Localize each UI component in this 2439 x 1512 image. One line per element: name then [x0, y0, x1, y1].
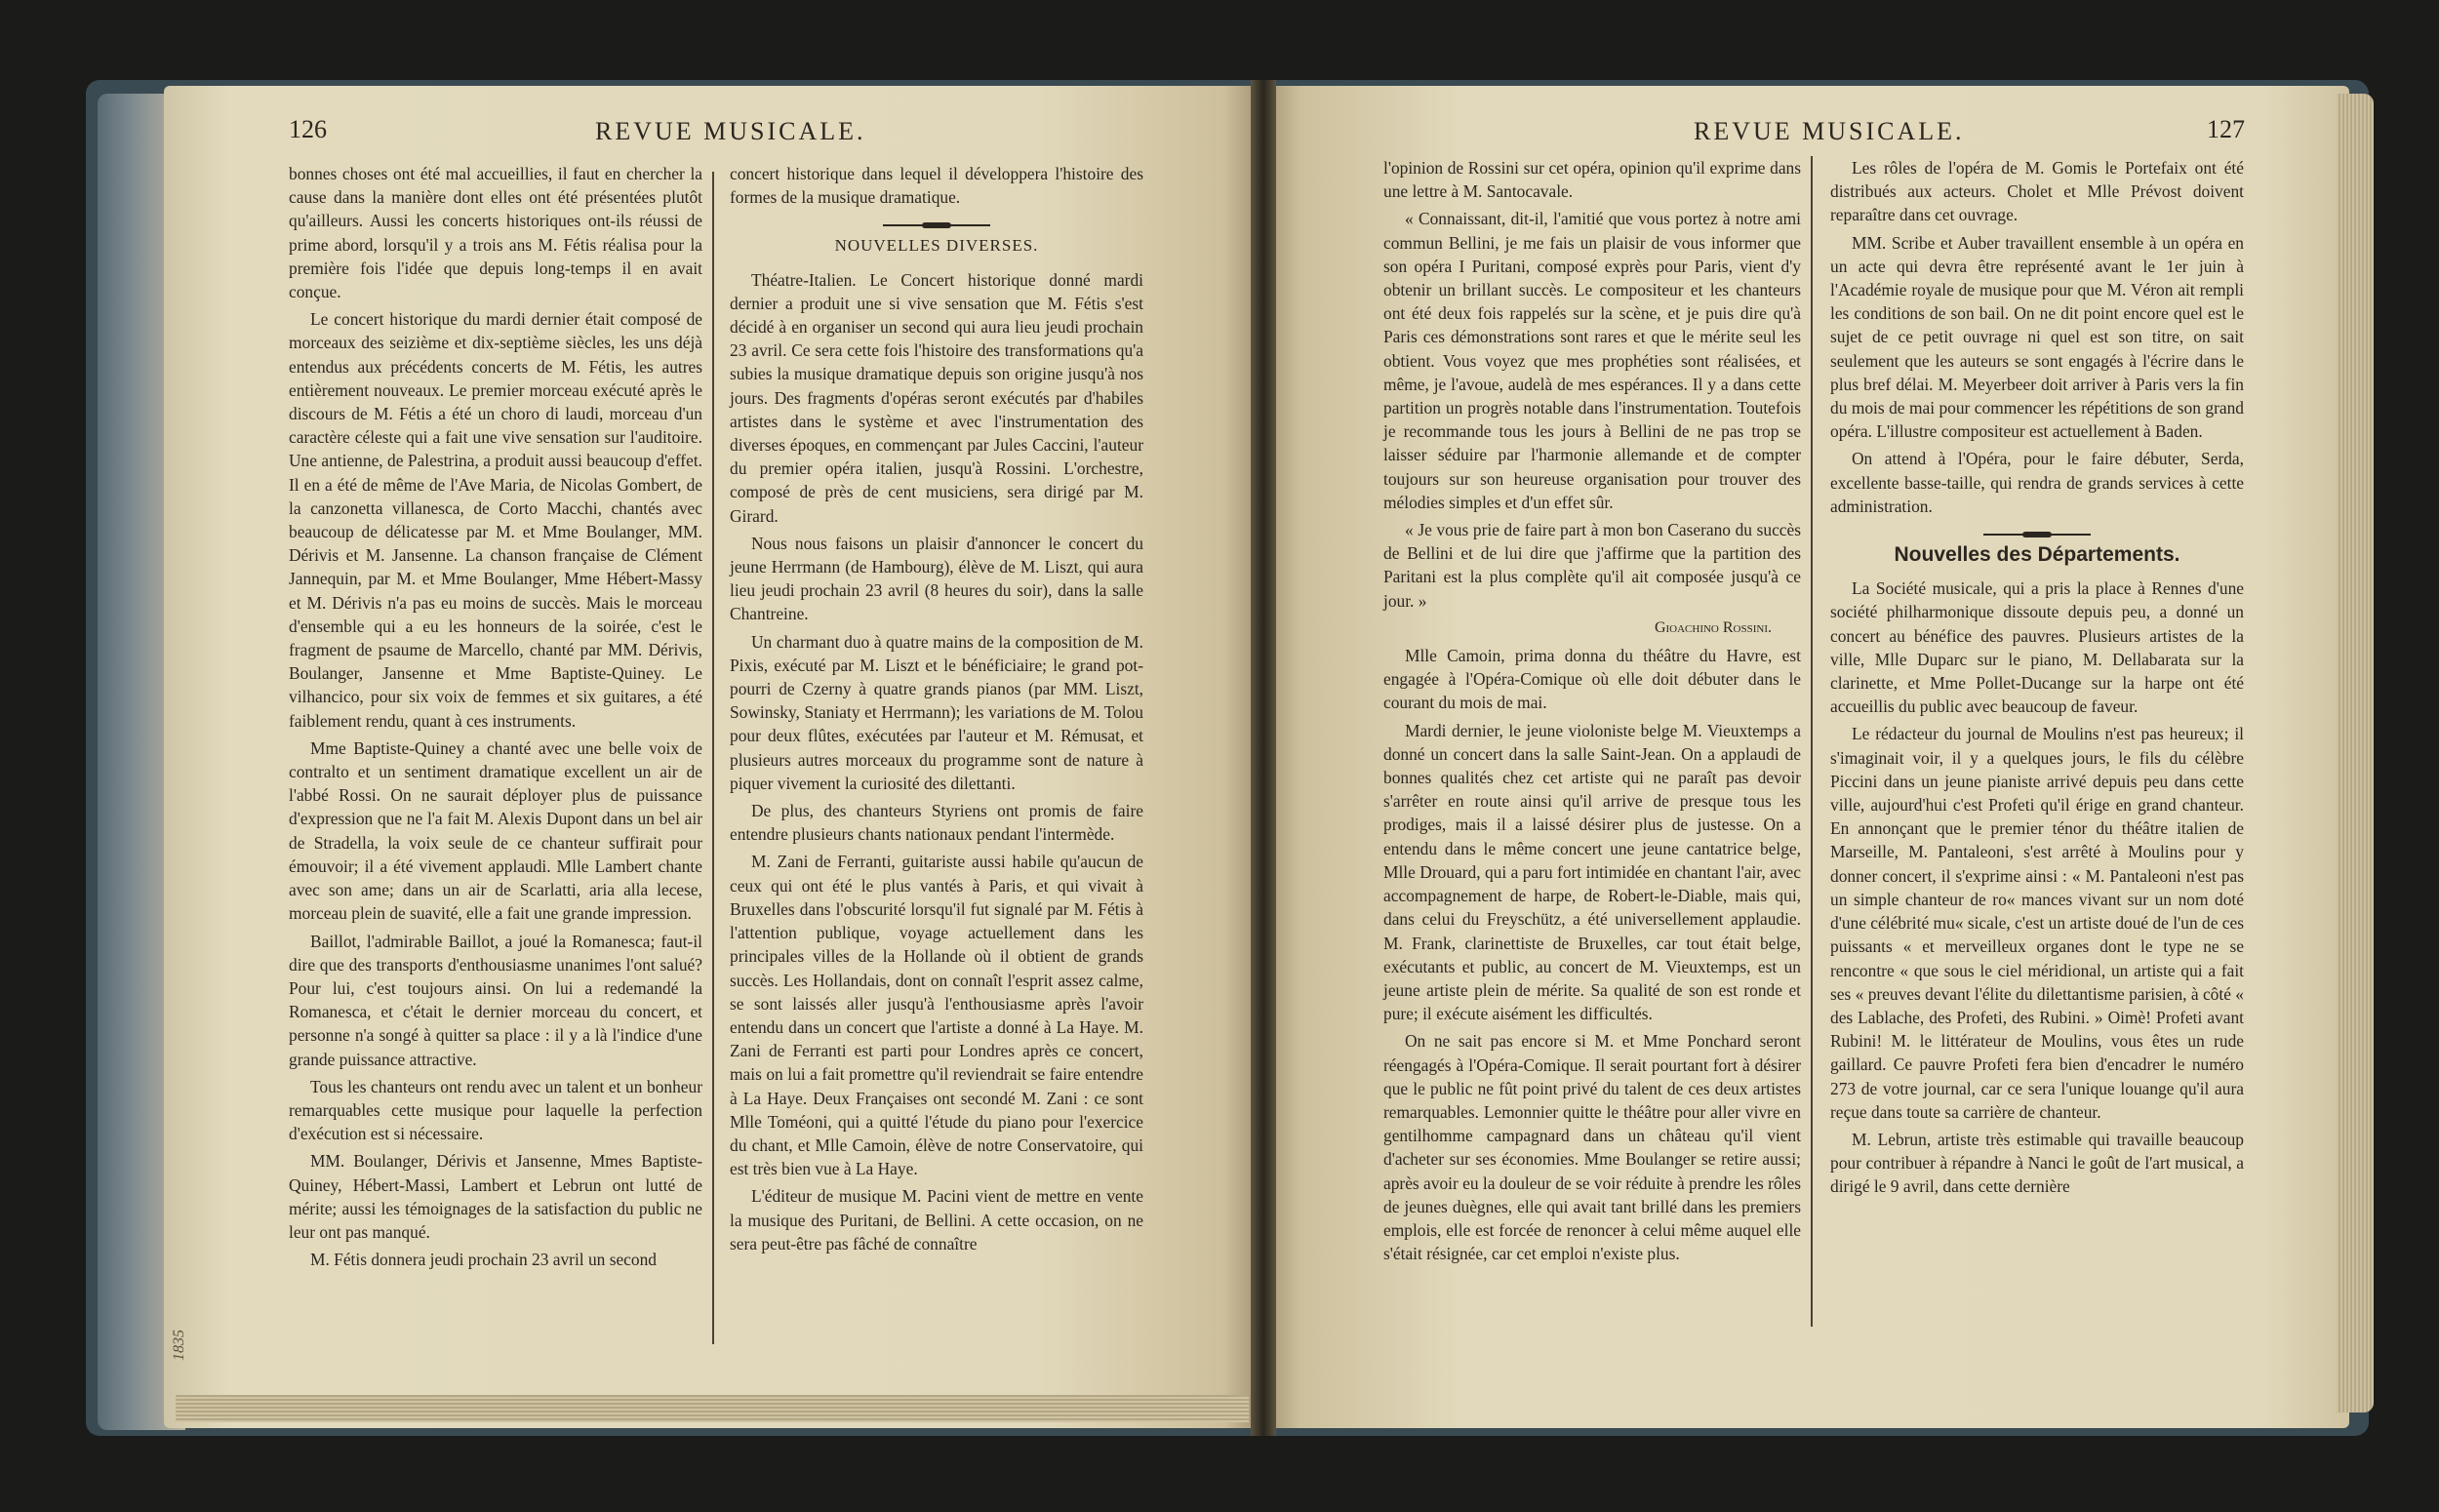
- signature-rossini: Gioachino Rossini.: [1654, 618, 1772, 636]
- paragraph: bonnes choses ont été mal accueillies, il faut en chercher la cause dans la manière dont elles ont été présentées plutôt qu'ailleurs. Aussi les concerts historiques ont-ils réussi de prime abord, lorsqu'il y a trois ans M. Fétis réalisa pour la première fois l'idée que depuis long-temps il en avait conçue.: [289, 164, 702, 302]
- paragraph: Mme Baptiste-Quiney a chanté avec une belle voix de contralto et un sentiment dramatique excellent un air de l'abbé Rossi. On ne saurait déployer plus de puissance d'expression que ne l'a fait M. Alexis Dupont dans un bel air de Stradella, la voix seule de ce chanteur suffirait pour émouvoir; il a été vivement applaudi. Mlle Lambert chante avec son ame; dans un air de Scarlatti, aria alla lecese, morceau plein de suavité, elle a fait une grande impression.: [289, 737, 702, 924]
- right-running-head: REVUE MUSICALE.: [1694, 117, 1965, 145]
- paragraph: Un charmant duo à quatre mains de la composition de M. Pixis, exécuté par M. Liszt et le bénéficiaire; le grand pot-pourri de Czerny à quatre grands pianos (par MM. Liszt, Sowinsky, Staniaty et Herrmann); les variations de M. Tolou pour deux flûtes, exécutées par l'auteur et M. Rémusat, et plusieurs autres morceaux du programme sont de nature à piquer vivement la curiosité des dilettanti.: [730, 631, 1143, 793]
- left-page-column-1: [289, 162, 702, 1275]
- paragraph: MM. Scribe et Auber travaillent ensemble à un opéra en un acte qui devra être représenté avant le 1er juin à l'Académie royale de musique pour que M. Véron ait rempli les conditions de son bail. On ne dit point encore quel est le sujet de ce petit ouvrage ni quel est son titre, on sait seulement que les auteurs se sont engagés à l'écrire dans le plus bref délai. M. Meyerbeer doit arriver à Paris vers la fin du mois de mai pour commencer les répétitions de son grand opéra. L'illustre compositeur est actuellement à Baden.: [1830, 232, 2244, 442]
- right-page-number: 127: [2207, 115, 2245, 143]
- paragraph: l'opinion de Rossini sur cet opéra, opinion qu'il exprime dans une lettre à M. Santocavale.: [1383, 158, 1801, 202]
- paragraph: On attend à l'Opéra, pour le faire débuter, Serda, excellente basse-taille, qui rendra de grands services à cette administration.: [1830, 449, 2244, 516]
- right-page-column-1: [1383, 156, 1801, 1269]
- paragraph: concert historique dans lequel il développera l'histoire des formes de la musique dramatique.: [730, 164, 1143, 208]
- paragraph: Mlle Camoin, prima donna du théâtre du Havre, est engagée à l'Opéra-Comique où elle doit débuter dans le courant du mois de mai.: [1383, 646, 1801, 713]
- paragraph: « Je vous prie de faire part à mon bon Caserano du succès de Bellini et de lui dire que j'affirme que la partition des Paritani est la plus complète qu'il ait composée jusqu'à ce jour. »: [1383, 520, 1801, 611]
- paragraph: Le concert historique du mardi dernier était composé de morceaux des seizième et dix-septième siècles, les uns déjà entendus aux précédents concerts de M. Fétis, les autres entièrement nouveaux. Le premier morceau exécuté après le discours de M. Fétis a été un choro di laudi, morceau d'un caractère céleste qui a fait une vive sensation sur l'auditoire. Une antienne, de Palestrina, a produit aussi beaucoup d'effet. Il en a été de même de l'Ave Maria, de Nicolas Gombert, de la canzonetta villanesca, de Corto Macchi, chantés avec beaucoup de délicatesse par M. et Mme Boulanger, MM. Dérivis et M. Jansenne. La chanson française de Clément Jannequin, par M. et Mme Boulanger, Mme Hébert-Massy et M. Dérivis n'a pas eu moins de succès. Mais le morceau d'ensemble qui a eu les honneurs de la soirée, c'est le fragment de psaume de Marcello, chanté par MM. Dérivis, Boulanger, Jansenne et Mme Baptiste-Quiney. Le vilhancico, pour six voix de femmes et six guitares, a été faiblement rendu, quant à ces instruments.: [289, 309, 702, 731]
- left-page-number: 126: [289, 115, 327, 143]
- section-ornament: [1983, 532, 2091, 537]
- paragraph: Tous les chanteurs ont rendu avec un talent et un bonheur remarquables cette musique pour laquelle la perfection d'exécution est si nécessaire.: [289, 1076, 702, 1144]
- paragraph: M. Lebrun, artiste très estimable qui travaille beaucoup pour contribuer à répandre à Nanci le goût de l'art musical, a dirigé le 9 avril, dans cette dernière: [1830, 1129, 2244, 1197]
- section-ornament: [883, 222, 990, 228]
- section-title-nouvelles-diverses: NOUVELLES DIVERSES.: [834, 236, 1039, 256]
- page-edges-right: [2337, 94, 2374, 1413]
- paragraph: La Société musicale, qui a pris la place à Rennes d'une société philharmonique dissoute depuis peu, a donné un concert au bénéfice des pauvres. Plusieurs artistes de la ville, Mlle Duparc sur le piano, M. Dellabarata sur la clarinette, et Mme Pollet-Ducange sur la harpe ont été accueillis du public avec beaucoup de faveur.: [1830, 578, 2244, 717]
- column-divider: [1811, 156, 1813, 1327]
- paragraph: « Connaissant, dit-il, l'amitié que vous portez à notre ami commun Bellini, je me fais un plaisir de vous informer que son opéra I Puritani, composé exprès pour Paris, vient d'y obtenir un brillant succès. Le compositeur et les chanteurs ont été deux fois rappelés sur la scène, et je puis dire qu'à Paris ces démonstrations sont rares et que le mérite seul les obtient. Vous voyez que mes prophéties sont réalisées, et même, je l'avoue, audelà de mes espérances. Il y a dans cette partition un progrès notable dans l'instrumentation. Toutefois je recommande tous les jours à Bellini de ne pas trop se laisser séduire par l'harmonie allemande et de compter toujours sur son heureuse organisation pour trouver des mélodies simples et d'un effet sûr.: [1383, 209, 1801, 512]
- paragraph: Baillot, l'admirable Baillot, a joué la Romanesca; faut-il dire que des transports d'enthousiasme unanimes l'ont salué? Pour lui, c'est toujours ainsi. On lui a redemandé la Romanesca, et c'était le dernier morceau du concert, et personne n'a songé à quitter sa place : il y a là l'indice d'une grande puissance attractive.: [289, 931, 702, 1069]
- paragraph: Les rôles de l'opéra de M. Gomis le Portefaix ont été distribués aux acteurs. Cholet et Mlle Prévost doivent reparaître dans cet ouvrage.: [1830, 158, 2244, 225]
- handwritten-margin-note: 1835: [171, 1330, 187, 1361]
- book-gutter: [1251, 80, 1276, 1436]
- paragraph: Nous nous faisons un plaisir d'annoncer le concert du jeune Herrmann (de Hambourg), élève de M. Liszt, qui aura lieu jeudi prochain 23 avril (8 heures du soir), dans la salle Chantreine.: [730, 533, 1143, 624]
- paragraph: Théatre-Italien. Le Concert historique donné mardi dernier a produit une si vive sensation que M. Fétis s'est décidé à en organiser un second qui aura lieu jeudi prochain 23 avril. Ce sera cette fois l'histoire des transformations qu'a subies la musique dramatique depuis son origine jusqu'à nos jours. Des fragments d'opéras seront exécutés par d'habiles artistes dans le système et avec l'instrumentation des diverses époques, en commençant par Jules Caccini, l'auteur du premier opéra italien, jusqu'à Rossini. L'orchestre, composé de près de cent musiciens, sera dirigé par M. Girard.: [730, 269, 1143, 526]
- paragraph: MM. Boulanger, Dérivis et Jansenne, Mmes Baptiste-Quiney, Hébert-Massi, Lambert et Lebrun ont lutté de mérite; aussi les témoignages de la satisfaction du public ne leur ont pas manqué.: [289, 1151, 702, 1242]
- page-edges-bottom: [176, 1395, 1249, 1422]
- column-divider: [712, 172, 714, 1344]
- left-page-column-2: [730, 162, 1143, 1259]
- paragraph: Mardi dernier, le jeune violoniste belge M. Vieuxtemps a donné un concert dans la salle Saint-Jean. On a applaudi de bonnes qualités chez cet artiste qui ne paraît pas devoir s'arrêter en route ainsi qu'il arrive de presque tous les prodiges, mais il a laissé désirer plus de justesse. On a entendu dans le même concert une jeune cantatrice belge, Mlle Drouard, qui a paru fort intimidée en chantant l'air, avec accompagnement de harpe, de Robert-le-Diable, mais qui, dans celui du Freyschütz, a été universellement applaudie. M. Frank, clarinettiste de Bruxelles, car tout était belge, exécutants et public, au concert de M. Vieuxtemps, est un jeune artiste plein de mérite. Sa qualité de son est ronde et pure; il exécute aisément les difficultés.: [1383, 720, 1801, 1024]
- paragraph: On ne sait pas encore si M. et Mme Ponchard seront réengagés à l'Opéra-Comique. Il serait pourtant fort à désirer que le public ne fût point privé du talent de ces deux artistes remarquables. Lemonnier quitte le théâtre pour aller vivre en gentilhomme campagnard dans un château qu'il vient d'acheter sur ses économies. Mme Boulanger se retire aussi; après avoir eu la douleur de se voir réduite à prendre les rôles de jeunes duègnes, elle qui avait tant brillé dans les premiers emplois, elle est forcée de renoncer à celui même auquel elle s'était résignée, car cet emploi n'existe plus.: [1383, 1031, 1801, 1264]
- right-page-column-2: [1830, 156, 2244, 1203]
- paragraph: M. Fétis donnera jeudi prochain 23 avril un second: [310, 1250, 657, 1270]
- section-title-departements: Nouvelles des Départements.: [1894, 543, 2180, 567]
- paragraph: De plus, des chanteurs Styriens ont promis de faire entendre plusieurs chants nationaux pendant l'intermède.: [730, 801, 1143, 845]
- paragraph: M. Zani de Ferranti, guitariste aussi habile qu'aucun de ceux qui ont été le plus vantés à Paris, et qui vivait à Bruxelles dans l'obscurité lorsqu'il fut signalé par M. Fétis à l'attention publique, voyage actuellement dans les principales villes de la Hollande où il obtient de grands succès. Les Hollandais, dont on connaît l'esprit assez calme, se sont laissés aller jusqu'à l'enthousiasme après l'avoir entendu dans un concert que l'artiste a donné à La Haye. M. Zani de Ferranti est parti pour Londres après ce concert, mais on lui a fait promettre qu'il reviendrait se faire entendre à La Haye. Deux Françaises ont secondé M. Zani : ce sont Mlle Toméoni, qui a quitté l'étude du piano pour l'exercice du chant, et Mlle Camoin, élève de notre Conservatoire, qui est très bien vue à La Haye.: [730, 852, 1143, 1179]
- paragraph: Le rédacteur du journal de Moulins n'est pas heureux; il s'imaginait voir, il y a quelques jours, le fils du célèbre Piccini dans un jeune pianiste arrivé depuis peu dans cette ville, aujourd'hui c'est Profeti qu'il érige en grand chanteur. En annonçant que le premier ténor du théâtre italien de Marseille, M. Pantaleoni, s'est arrêté à Moulins pour y donner concert, il s'exprime ainsi : « M. Pantaleoni n'est pas un simple chanteur de ro« mances vivant sur un nom doté d'une célébrité mu« sicale, c'est un artiste doué de l'un de ces puissants « et merveilleux organes dont le type ne se rencontre « que sous le ciel méridional, un artiste qui a fait ses « preuves devant l'élite du dilettantisme parisien, à côté « des Lablache, des Profeti, des Rubini. » Oimè! Profeti avant Rubini! M. le littérateur de Moulins, vous êtes un rude gaillard. Ce pauvre Profeti fera bien d'encadrer le numéro 273 de votre journal, car ce sera l'unique louange qu'il aura reçue dans toute sa carrière de chanteur.: [1830, 724, 2244, 1122]
- paragraph: L'éditeur de musique M. Pacini vient de mettre en vente la musique des Puritani, de Bellini. A cette occasion, on ne sera peut-être pas fâché de connaître: [730, 1186, 1143, 1253]
- left-running-head: REVUE MUSICALE.: [595, 117, 866, 145]
